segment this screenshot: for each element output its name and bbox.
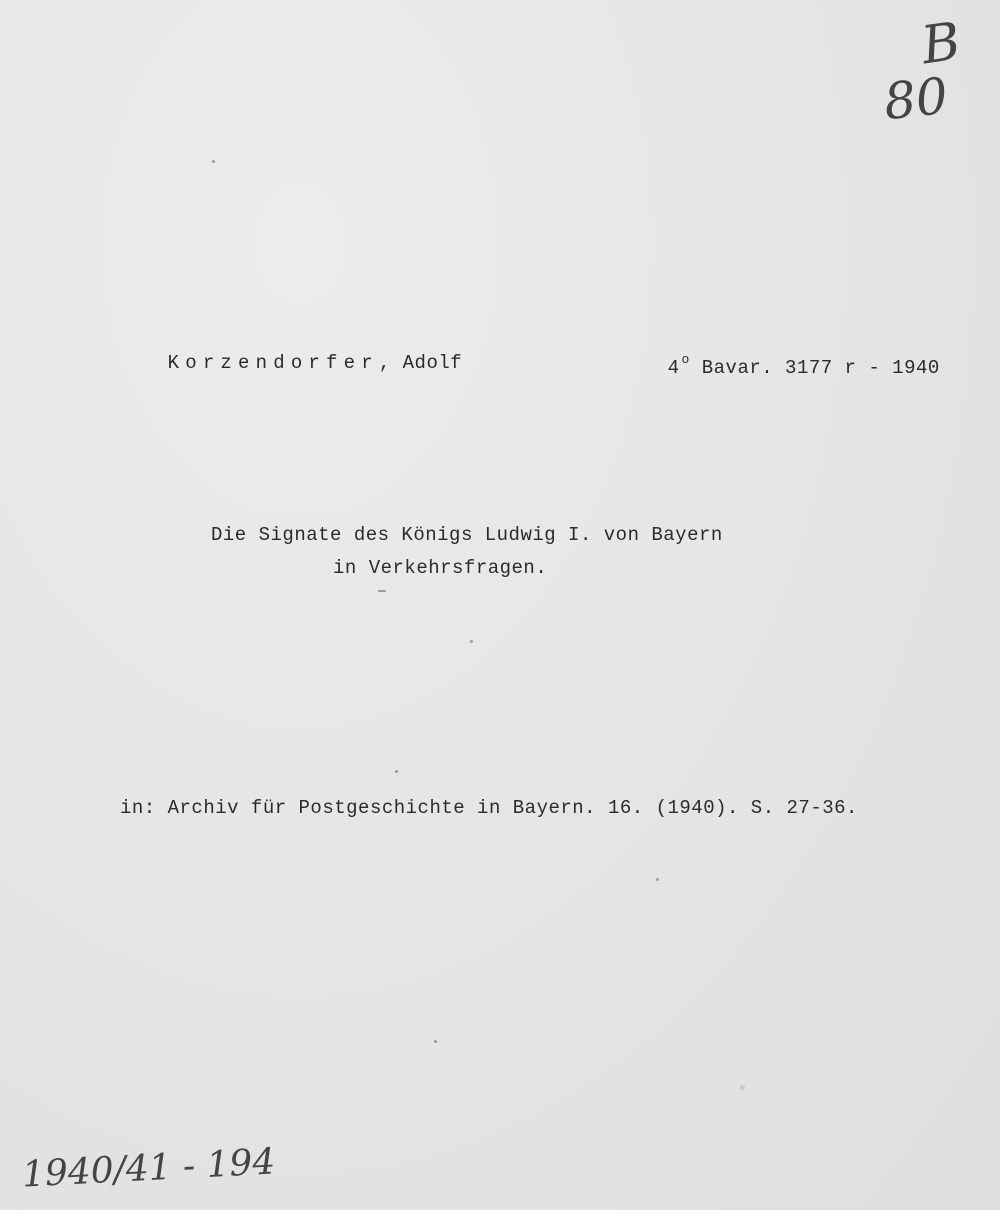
shelf-mark: Bavar. 3177 r - 1940 (701, 357, 940, 379)
speck (378, 590, 386, 592)
speck (656, 878, 659, 881)
source-citation: in: Archiv für Postgeschichte in Bayern. 16. (1940). S. 27-36. (120, 797, 858, 819)
handwritten-letter: B (918, 11, 965, 77)
title-line-1: Die Signate des Königs Ludwig I. von Bayern (211, 524, 723, 546)
speck (470, 640, 473, 643)
author-surname: Korzendorfer (167, 352, 379, 374)
shelf-prefix: 4 (667, 357, 680, 379)
speck (434, 1040, 437, 1043)
speck (740, 1085, 745, 1090)
title-line-2: in Verkehrsfragen. (333, 557, 548, 579)
shelf-mark-line (620, 330, 940, 401)
handwritten-number: 80 (881, 66, 951, 132)
speck (212, 160, 215, 163)
author-line (120, 330, 462, 396)
author-given: , Adolf (378, 352, 463, 374)
shelf-degree: o (681, 352, 690, 367)
speck (395, 770, 398, 773)
handwritten-accession: 1940/41 - 194 (21, 1141, 277, 1196)
